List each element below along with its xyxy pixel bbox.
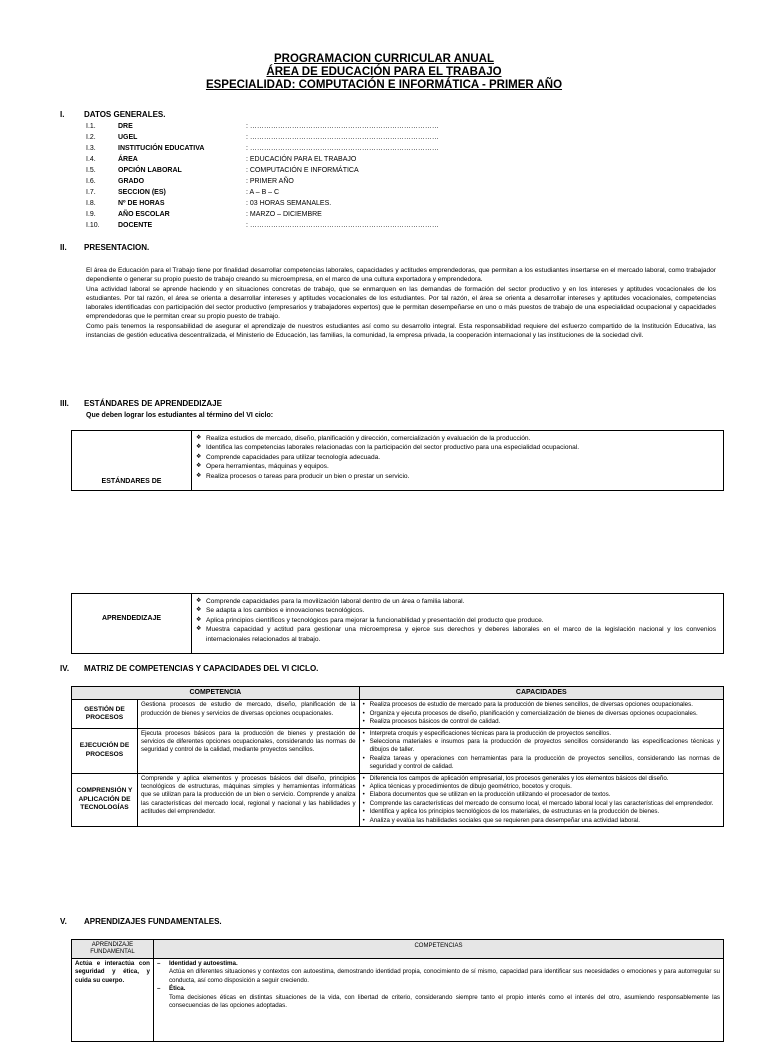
section-matriz xyxy=(60,664,460,674)
list-item: ❖ Realiza procesos o tareas para producir un bien o prestar un servicio. xyxy=(196,472,716,481)
section-estandares xyxy=(60,399,360,409)
row-competencias xyxy=(153,959,723,1042)
datos-value: : EDUCACIÓN PARA EL TRABAJO xyxy=(246,156,357,163)
list-item: ❖ Se adapta a los cambios e innovaciones tecnológicos. xyxy=(196,606,716,615)
datos-label: GRADO xyxy=(118,178,145,185)
datos-value: : 03 HORAS SEMANALES. xyxy=(246,200,332,207)
row-capacidades xyxy=(359,700,723,728)
datos-num: I.7. xyxy=(86,189,96,196)
datos-label: INSTITUCIÓN EDUCATIVA xyxy=(118,145,205,152)
row-capacidades xyxy=(359,728,723,773)
list-item: ❖ Aplica principios científicos y tecnológicos para mejorar la funcionabilidad y presentación del producto que produce. xyxy=(196,616,716,625)
list-item: • Organiza y ejecuta procesos de diseño, planificación y comercialización de bienes de diversas opciones ocupacionales. xyxy=(363,710,720,718)
fundamentales-table xyxy=(71,939,724,1042)
list-item-text: Toma decisiones éticas en distintas situaciones de la vida, con libertad de criterio, considerando siempre tanto el propio interés como el interés del otro, asumiendo responsablemente las consecuencias de las opciones adoptadas. xyxy=(168,993,720,1010)
datos-value: : ……………………………………………………………………… xyxy=(246,145,439,152)
row-aprendizaje: Actúa e interactúa con seguridad y ética, y cuida su cuerpo. xyxy=(72,959,154,1042)
datos-label: UGEL xyxy=(118,134,138,141)
capacidades-list xyxy=(363,775,720,825)
matriz-table xyxy=(71,686,724,827)
table-header-row xyxy=(72,687,724,700)
divider xyxy=(191,594,192,653)
capacidades-list xyxy=(363,701,720,726)
datos-value: : ……………………………………………………………………… xyxy=(246,222,439,229)
divider xyxy=(191,431,192,490)
section-number: IV. xyxy=(60,664,70,673)
datos-label: AÑO ESCOLAR xyxy=(118,211,170,218)
datos-num: I.1. xyxy=(86,123,96,130)
datos-row xyxy=(86,188,486,198)
datos-value: : ……………………………………………………………………… xyxy=(246,123,439,130)
competencias-list xyxy=(157,960,720,1010)
header-aprendizaje: APRENDIZAJE FUNDAMENTAL xyxy=(72,940,154,959)
row-competencia: Ejecuta procesos básicos para la producción de bienes y prestación de servicios de diferentes opciones ocupacionales, considerando las normas de seguridad y control de la calidad, mediante proyectos sencillos. xyxy=(137,728,359,773)
table-row xyxy=(72,700,724,728)
section-datos-generales xyxy=(60,110,360,120)
table-row xyxy=(72,728,724,773)
row-name: GESTIÓN DE PROCESOS xyxy=(72,700,138,728)
paragraph: Una actividad laboral se aprende haciendo y en situaciones concretas de trabajo, que se enmarquen en las demandas de formación del sector productivo y en los intereses y aptitudes vocacionales de los estudiantes. Por tal razón, el área se orienta a desarrollar intereses y aptitudes vocacionales de los estudiantes. Por tal razón, el área se orienta a desarrollar intereses y aptitudes vocacionales, competencias laborales identificadas con participación del sector productivo (empresarios y trabajadores expertos) que le permitan desempeñarse en uno o más puestos de trabajo de una especialidad ocupacional y capacidades emprendedoras que le permitan crear su propio puesto de trabajo. xyxy=(86,285,716,321)
datos-row xyxy=(86,210,486,220)
list-item: • Realiza procesos de estudio de mercado para la producción de bienes sencillos, de diversas opciones ocupacionales. xyxy=(363,701,720,709)
aprendizaje-label: APRENDEDIZAJE xyxy=(101,615,162,622)
datos-num: I.4. xyxy=(86,156,96,163)
datos-label: SECCION (ES) xyxy=(118,189,166,196)
datos-num: I.5. xyxy=(86,167,96,174)
list-item-text: Actúa en diferentes situaciones y contextos con autoestima, demostrando identidad propia, conocimiento de sí mismo, capacidad para identificar sus necesidades o emociones y para autorregular su conducta, así como disposición a seguir creciendo. xyxy=(168,968,720,984)
datos-row xyxy=(86,199,486,209)
datos-num: I.6. xyxy=(86,178,96,185)
list-item: ❖ Identifica las competencias laborales relacionadas con la participación del sector productivo para una especialidad ocupacional. xyxy=(196,443,716,452)
list-item: ❖ Realiza estudios de mercado, diseño, planificación y dirección, comercialización y evaluación de la producción. xyxy=(196,434,716,443)
list-item: • Interpreta croquis y especificaciones técnicas para la producción de proyectos sencillos. xyxy=(363,730,720,738)
datos-row xyxy=(86,133,486,143)
presentacion-text xyxy=(86,266,716,340)
list-item-heading: – Ética. xyxy=(157,985,720,993)
datos-row xyxy=(86,144,486,154)
datos-num: I.9. xyxy=(86,211,96,218)
datos-label: OPCIÓN LABORAL xyxy=(118,167,182,174)
datos-num: I.3. xyxy=(86,145,96,152)
section-number: V. xyxy=(60,917,67,926)
list-item: • Comprende las características del mercado de consumo local, el mercado laboral local y las características del emprendedor. xyxy=(363,800,720,808)
estandares-subtitle: Que deben lograr los estudiantes al término del VI ciclo: xyxy=(86,412,274,419)
list-item: ❖ Comprende capacidades para la movilización laboral dentro de un área o familia laboral. xyxy=(196,597,716,606)
estandares-list xyxy=(196,434,716,481)
aprendizaje-box xyxy=(71,593,724,654)
list-item: ❖ Muestra capacidad y actitud para gestionar una microempresa y ejerce sus derechos y deberes laborales en el marco de la legislación nacional y los convenios internacionales relacionados al trabajo. xyxy=(196,625,716,644)
paragraph: Como país tenemos la responsabilidad de asegurar el aprendizaje de nuestros estudiantes así como su desarrollo integral. Esta responsabilidad requiere del esfuerzo compartido de la Institución Educativa, las instancias de gestión educativa descentralizada, el Ministerio de Educación, las familias, la comunidad, la empresa privada, la cooperación internacional y las instituciones de la sociedad civil. xyxy=(86,322,716,340)
section-title: DATOS GENERALES. xyxy=(84,110,166,119)
header-capacidades: CAPACIDADES xyxy=(359,687,723,700)
list-item: ❖ Comprende capacidades para utilizar tecnología adecuada. xyxy=(196,453,716,462)
table-row xyxy=(72,773,724,826)
aprendizaje-list xyxy=(196,597,716,644)
datos-row xyxy=(86,155,486,165)
section-fundamentales xyxy=(60,917,360,927)
datos-num: I.10. xyxy=(86,222,100,229)
doc-specialty: ESPECIALIDAD: COMPUTACIÓN E INFORMÁTICA - PRIMER AÑO xyxy=(205,79,563,91)
list-item: • Realiza tareas y operaciones con herramientas para la producción de proyectos sencillos, considerando las normas de seguridad y control de calidad. xyxy=(363,755,720,772)
row-competencia: Gestiona procesos de estudio de mercado, diseño, planificación de la producción de bienes y servicios de diversas opciones ocupacionales. xyxy=(137,700,359,728)
table-row xyxy=(72,959,724,1042)
section-number: III. xyxy=(60,399,69,408)
estandares-label: ESTÁNDARES DE xyxy=(101,478,162,485)
table-header-row xyxy=(72,940,724,959)
list-item: • Analiza y evalúa las habilidades sociales que se requieren para desempeñar una actividad laboral. xyxy=(363,817,720,825)
datos-value: : PRIMER AÑO xyxy=(246,178,294,185)
datos-row xyxy=(86,122,486,132)
row-name: COMPRENSIÓN Y APLICACIÓN DE TECNOLOGÍAS xyxy=(72,773,138,826)
list-item: • Realiza procesos básicos de control de calidad. xyxy=(363,718,720,726)
list-item: • Selecciona materiales e insumos para la producción de proyectos sencillos considerando las especificaciones técnicas y dibujos de taller. xyxy=(363,738,720,755)
section-title: PRESENTACION. xyxy=(84,243,150,252)
list-item: • Elabora documentos que se utilizan en la producción utilizando el procesador de textos. xyxy=(363,791,720,799)
doc-area: ÁREA DE EDUCACIÓN PARA EL TRABAJO xyxy=(266,66,502,78)
datos-label: Nº DE HORAS xyxy=(118,200,165,207)
datos-value: : A – B – C xyxy=(246,189,280,196)
datos-value: : ……………………………………………………………………… xyxy=(246,134,439,141)
list-item: • Identifica y aplica los principios tecnológicos de los materiales, de estructuras en la producción de bienes. xyxy=(363,808,720,816)
section-title: MATRIZ DE COMPETENCIAS Y CAPACIDADES DEL VI CICLO. xyxy=(84,664,319,673)
datos-num: I.2. xyxy=(86,134,96,141)
row-competencia: Comprende y aplica elementos y procesos básicos del diseño, principios tecnológicos de estructuras, máquinas simples y herramientas informáticas que se utilizan para la producción de un bien o servicio. Comprende y analiza las características del mercado local, regional y nacional y las habilidades y actitudes del emprendedor. xyxy=(137,773,359,826)
section-title: ESTÁNDARES DE APRENDEDIZAJE xyxy=(84,399,222,408)
datos-num: I.8. xyxy=(86,200,96,207)
section-number: II. xyxy=(60,243,67,252)
datos-value: : MARZO – DICIEMBRE xyxy=(246,211,322,218)
row-name: EJECUCIÓN DE PROCESOS xyxy=(72,728,138,773)
header-competencias: COMPETENCIAS xyxy=(153,940,723,959)
estandares-box xyxy=(71,430,724,491)
datos-row xyxy=(86,221,486,231)
datos-row xyxy=(86,177,486,187)
datos-label: DOCENTE xyxy=(118,222,153,229)
list-item: ❖ Opera herramientas, máquinas y equipos. xyxy=(196,462,716,471)
datos-label: ÁREA xyxy=(118,156,138,163)
capacidades-list xyxy=(363,730,720,772)
header-competencia: COMPETENCIA xyxy=(72,687,360,700)
datos-value: : COMPUTACIÓN E INFORMÁTICA xyxy=(246,167,359,174)
list-item: • Diferencia los campos de aplicación empresarial, los procesos generales y los elementos básicos del diseño. xyxy=(363,775,720,783)
datos-label: DRE xyxy=(118,123,133,130)
row-capacidades xyxy=(359,773,723,826)
doc-title: PROGRAMACION CURRICULAR ANUAL xyxy=(274,53,494,65)
list-item: • Aplica técnicas y procedimientos de dibujo geométrico, bocetos y croquis. xyxy=(363,783,720,791)
datos-row xyxy=(86,166,486,176)
section-title: APRENDIZAJES FUNDAMENTALES. xyxy=(84,917,222,926)
section-number: I. xyxy=(60,110,65,119)
list-item-heading: – Identidad y autoestima. xyxy=(157,960,720,968)
section-presentacion xyxy=(60,243,360,253)
paragraph: El área de Educación para el Trabajo tiene por finalidad desarrollar competencias laborales, capacidades y actitudes emprendedoras, que permitan a los estudiantes insertarse en el mercado laboral, como trabajador dependiente o generar su propio puesto de trabajo creando su microempresa, en el marco de una cultura exportadora y emprendedora. xyxy=(86,267,716,284)
